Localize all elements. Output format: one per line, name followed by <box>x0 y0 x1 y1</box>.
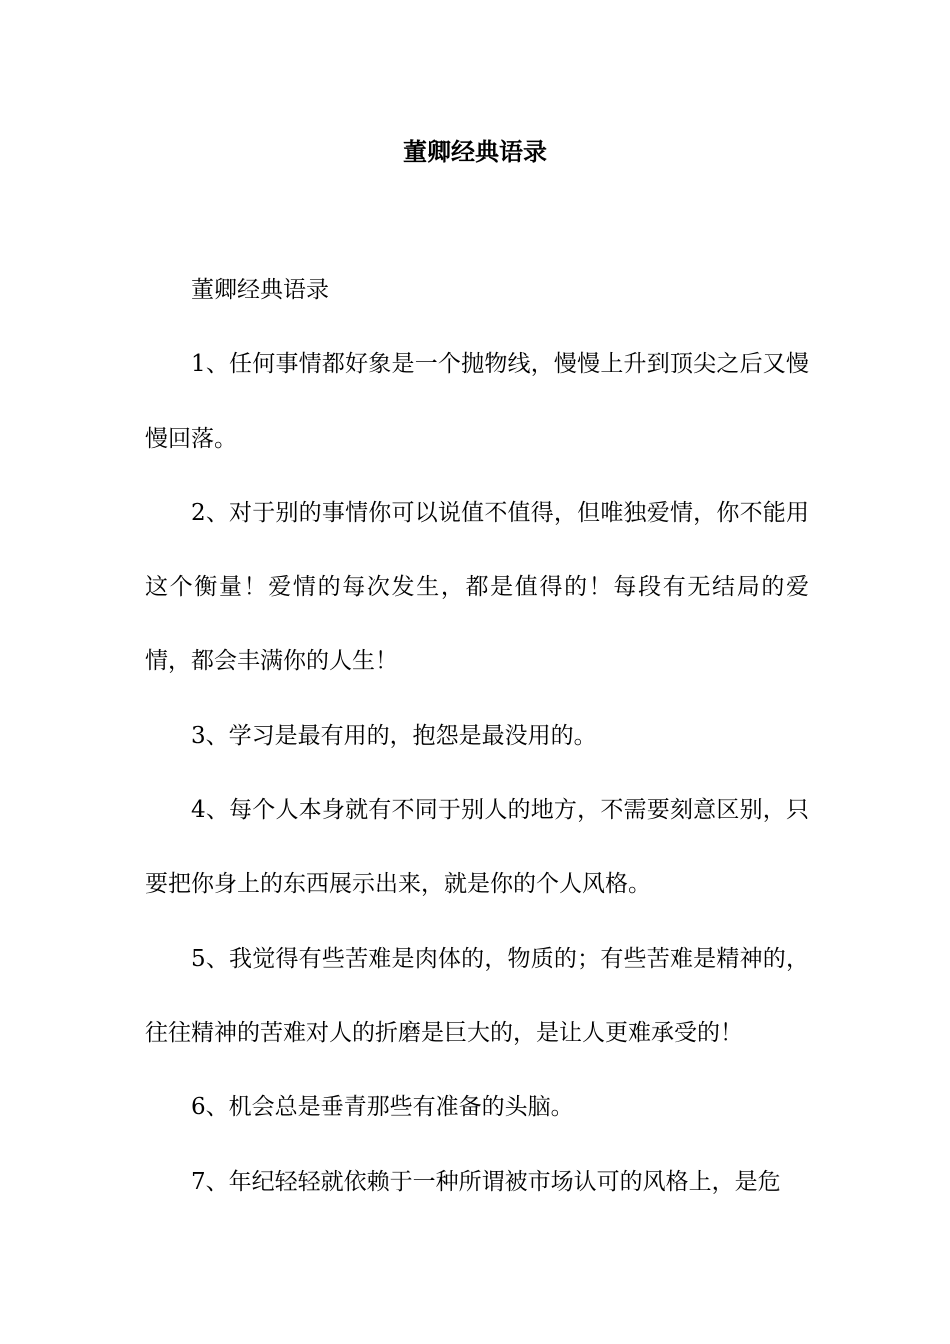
quote-paragraph-1: 1、任何事情都好象是一个抛物线，慢慢上升到顶尖之后又慢慢回落。 <box>145 351 809 452</box>
quote-paragraph-5: 5、我觉得有些苦难是肉体的，物质的；有些苦难是精神的，往往精神的苦难对人的折磨是巨大的，是让人更难承受的！ <box>145 945 809 1046</box>
quote-paragraph-2: 2、对于别的事情你可以说值不值得，但唯独爱情，你不能用这个衡量！爱情的每次发生，都是值得的！每段有无结局的爱情，都会丰满你的人生！ <box>145 499 809 675</box>
quote-paragraph-4: 4、每个人本身就有不同于别人的地方，不需要刻意区别，只要把你身上的东西展示出来，就是你的个人风格。 <box>145 797 809 898</box>
document-body <box>145 253 809 1219</box>
subtitle-paragraph: 董卿经典语录 <box>191 277 329 303</box>
quote-paragraph-6: 6、机会总是垂青那些有准备的头脑。 <box>191 1094 574 1121</box>
quote-paragraph-7: 7、年纪轻轻就依赖于一种所谓被市场认可的风格上，是危 <box>191 1168 781 1195</box>
document-title: 董卿经典语录 <box>403 137 547 166</box>
quote-paragraph-3: 3、学习是最有用的，抱怨是最没用的。 <box>191 722 597 749</box>
